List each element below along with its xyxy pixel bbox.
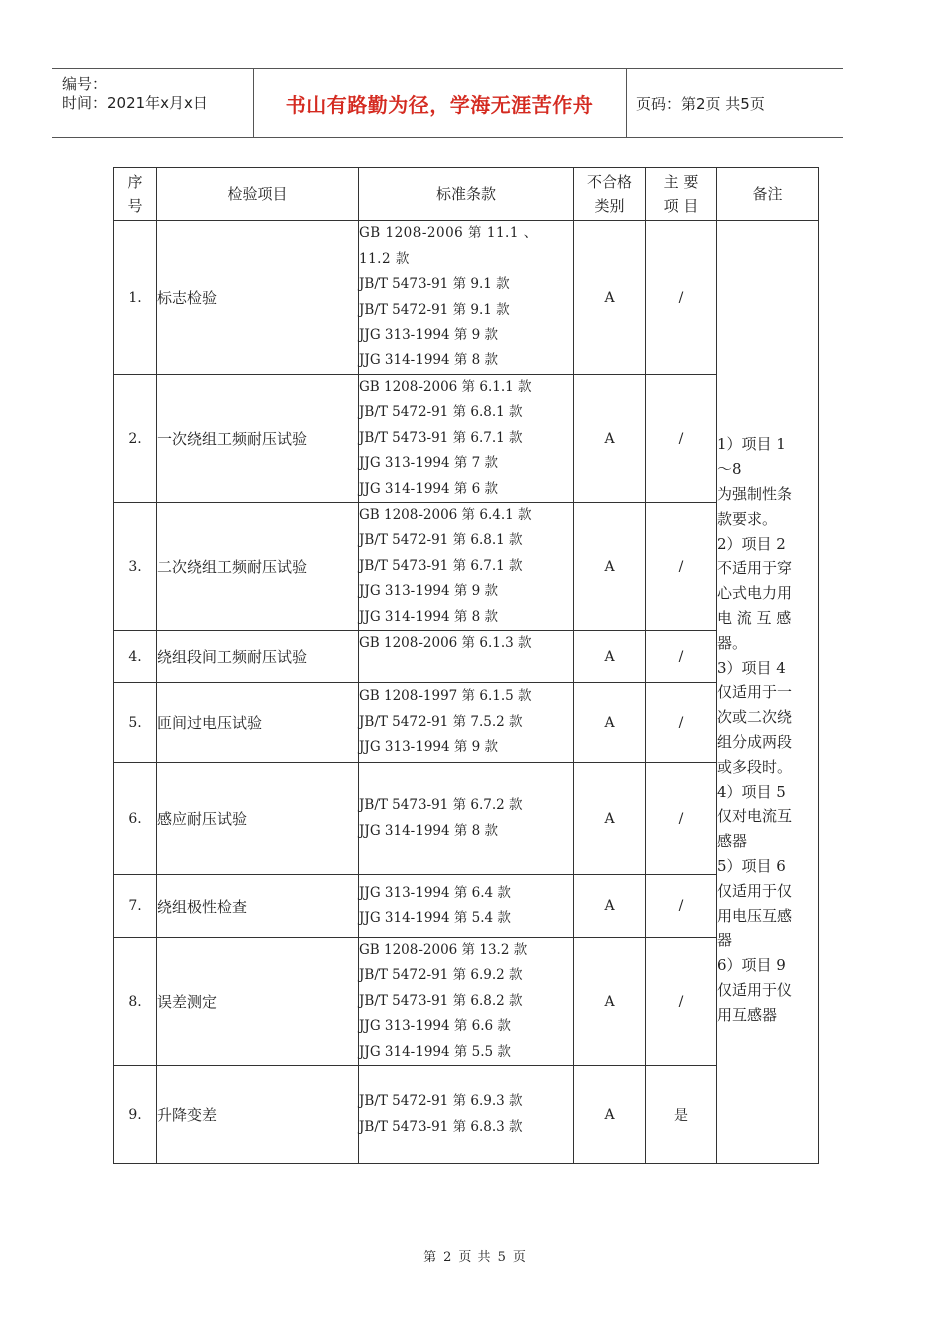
row-standards <box>359 1066 574 1164</box>
remark-line: 2）项目 2 <box>717 534 786 553</box>
remark-line: ～8 <box>717 460 742 479</box>
remark-line: 仅适用于一 <box>717 683 793 702</box>
table-row <box>114 763 819 875</box>
row-item: 感应耐压试验 <box>157 763 359 875</box>
header-motto-cell <box>253 69 627 137</box>
std-line: GB 1208-1997 第 6.1.5 款 <box>359 688 532 705</box>
remark-line: 1）项目 1 <box>717 435 786 454</box>
std-line: JJG 313-1994 第 7 款 <box>359 455 499 472</box>
std-line: JJG 314-1994 第 8 款 <box>359 822 499 839</box>
row-item: 绕组段间工频耐压试验 <box>157 631 359 683</box>
row-key-item: / <box>646 221 717 375</box>
std-line: JJG 314-1994 第 8 款 <box>359 608 499 625</box>
std-line: JJG 313-1994 第 9 款 <box>359 326 499 343</box>
remark-line: 仅对电流互 <box>717 807 793 826</box>
remark-line: 心式电力用 <box>717 584 793 603</box>
std-line: GB 1208-2006 第 11.1 、 11.2 款 <box>359 225 538 267</box>
remark-line: 仅适用于仪 <box>717 981 793 1000</box>
row-standards <box>359 631 574 683</box>
std-line: JB/T 5473-91 第 6.8.2 款 <box>359 992 523 1009</box>
table-header-row <box>114 168 819 221</box>
col-header-category: 不合格类别 <box>574 168 646 221</box>
row-item: 误差测定 <box>157 938 359 1066</box>
row-category: A <box>574 221 646 375</box>
std-line: GB 1208-2006 第 6.1.1 款 <box>359 379 532 395</box>
row-key-item: / <box>646 938 717 1066</box>
remark-line: 6）项目 9 <box>717 956 786 975</box>
row-no: 4. <box>114 631 157 683</box>
std-line: JB/T 5473-91 第 6.8.3 款 <box>359 1118 523 1135</box>
document-id-label: 编号： <box>62 75 108 93</box>
row-no: 1. <box>114 221 157 375</box>
std-line: JJG 313-1994 第 9 款 <box>359 583 499 600</box>
row-no: 6. <box>114 763 157 875</box>
row-standards <box>359 875 574 938</box>
page-header <box>52 68 843 138</box>
remark-line: 组分成两段 <box>717 733 793 752</box>
footer-prefix: 第 <box>423 1250 438 1265</box>
col-header-standard: 标准条款 <box>359 168 574 221</box>
row-key-item: / <box>646 375 717 503</box>
std-line: JB/T 5472-91 第 6.8.1 款 <box>359 532 523 549</box>
std-line: JB/T 5472-91 第 6.9.2 款 <box>359 967 523 984</box>
footer-suffix: 页 <box>512 1250 527 1265</box>
remark-line: 用电压互感 <box>717 906 793 925</box>
std-line: JB/T 5473-91 第 6.7.2 款 <box>359 797 523 814</box>
std-line: JJG 313-1994 第 6.6 款 <box>359 1018 511 1035</box>
row-category: A <box>574 503 646 631</box>
col-header-item: 检验项目 <box>157 168 359 221</box>
row-no: 3. <box>114 503 157 631</box>
remark-line: 4）项目 5 <box>717 782 786 801</box>
row-category: A <box>574 938 646 1066</box>
remark-line: 次或二次绕 <box>717 708 793 727</box>
remark-line: 3）项目 4 <box>717 658 786 677</box>
std-line: JB/T 5473-91 第 6.7.1 款 <box>359 557 523 574</box>
footer-total-pages: 5 <box>497 1250 507 1265</box>
std-line: GB 1208-2006 第 6.4.1 款 <box>359 507 532 524</box>
page-footer <box>0 1246 950 1265</box>
remark-line: 为强制性条 <box>717 485 793 504</box>
row-standards <box>359 938 574 1066</box>
remark-line: 电 流 互 感 <box>717 609 792 628</box>
std-line: JJG 313-1994 第 9 款 <box>359 739 499 756</box>
row-category: A <box>574 875 646 938</box>
table-row <box>114 1066 819 1164</box>
std-line: JB/T 5472-91 第 6.8.1 款 <box>359 404 523 421</box>
header-meta <box>52 69 254 137</box>
remark-line: 感器 <box>717 832 748 851</box>
table-row <box>114 221 819 375</box>
row-category: A <box>574 375 646 503</box>
std-line: JJG 314-1994 第 6 款 <box>359 480 499 497</box>
row-key-item: / <box>646 875 717 938</box>
row-standards <box>359 763 574 875</box>
remark-line: 器。 <box>717 633 748 652</box>
std-line: JB/T 5472-91 第 6.9.3 款 <box>359 1093 523 1110</box>
col-header-key-item: 主 要 项 目 <box>646 168 717 221</box>
header-motto: 书山有路勤为径，学海无涯苦作舟 <box>285 92 594 117</box>
row-category: A <box>574 631 646 683</box>
row-standards <box>359 375 574 503</box>
std-line: JJG 314-1994 第 8 款 <box>359 352 499 369</box>
remark-line: 款要求。 <box>717 509 778 528</box>
row-item: 一次绕组工频耐压试验 <box>157 375 359 503</box>
std-line: JJG 314-1994 第 5.5 款 <box>359 1043 511 1060</box>
remark-line: 仅适用于仅 <box>717 881 793 900</box>
row-no: 2. <box>114 375 157 503</box>
row-no: 5. <box>114 683 157 763</box>
std-line: GB 1208-2006 第 6.1.3 款 <box>359 635 532 652</box>
header-page-cell <box>636 69 765 137</box>
table-row <box>114 683 819 763</box>
std-line: JB/T 5472-91 第 9.1 款 <box>359 301 510 318</box>
table-row <box>114 875 819 938</box>
row-key-item: / <box>646 763 717 875</box>
row-item: 标志检验 <box>157 221 359 375</box>
inspection-table <box>113 167 819 1164</box>
remark-line: 5）项目 6 <box>717 857 786 876</box>
col-header-remark: 备注 <box>717 168 819 221</box>
row-key-item: / <box>646 503 717 631</box>
row-item: 绕组极性检查 <box>157 875 359 938</box>
row-category: A <box>574 1066 646 1164</box>
std-line: JB/T 5472-91 第 7.5.2 款 <box>359 713 523 730</box>
remark-line: 用互感器 <box>717 1005 778 1024</box>
std-line: JB/T 5473-91 第 9.1 款 <box>359 276 510 293</box>
row-no: 9. <box>114 1066 157 1164</box>
col-header-no: 序号 <box>114 168 157 221</box>
table-row <box>114 503 819 631</box>
row-category: A <box>574 763 646 875</box>
row-key-item: / <box>646 631 717 683</box>
row-standards <box>359 683 574 763</box>
remark-line: 不适用于穿 <box>717 559 793 578</box>
row-no: 8. <box>114 938 157 1066</box>
table-row <box>114 631 819 683</box>
std-line: JJG 314-1994 第 5.4 款 <box>359 910 511 927</box>
std-line: JB/T 5473-91 第 6.7.1 款 <box>359 429 523 446</box>
row-standards <box>359 221 574 375</box>
remark-line: 器 <box>717 931 733 950</box>
footer-middle: 页 共 <box>458 1250 492 1265</box>
row-item: 匝间过电压试验 <box>157 683 359 763</box>
table-row <box>114 375 819 503</box>
row-category: A <box>574 683 646 763</box>
header-page-label: 页码：第2页 共5页 <box>636 94 765 113</box>
std-line: JJG 313-1994 第 6.4 款 <box>359 884 511 901</box>
row-standards <box>359 503 574 631</box>
document-date: 时间：2021年x月x日 <box>62 94 208 112</box>
remark-line: 或多段时。 <box>717 757 793 776</box>
row-item: 二次绕组工频耐压试验 <box>157 503 359 631</box>
row-no: 7. <box>114 875 157 938</box>
row-key-item: 是 <box>646 1066 717 1164</box>
std-line: GB 1208-2006 第 13.2 款 <box>359 942 528 959</box>
table-row <box>114 938 819 1066</box>
row-key-item: / <box>646 683 717 763</box>
row-item: 升降变差 <box>157 1066 359 1164</box>
remarks-cell <box>717 221 819 1164</box>
footer-page-number: 2 <box>443 1250 453 1265</box>
